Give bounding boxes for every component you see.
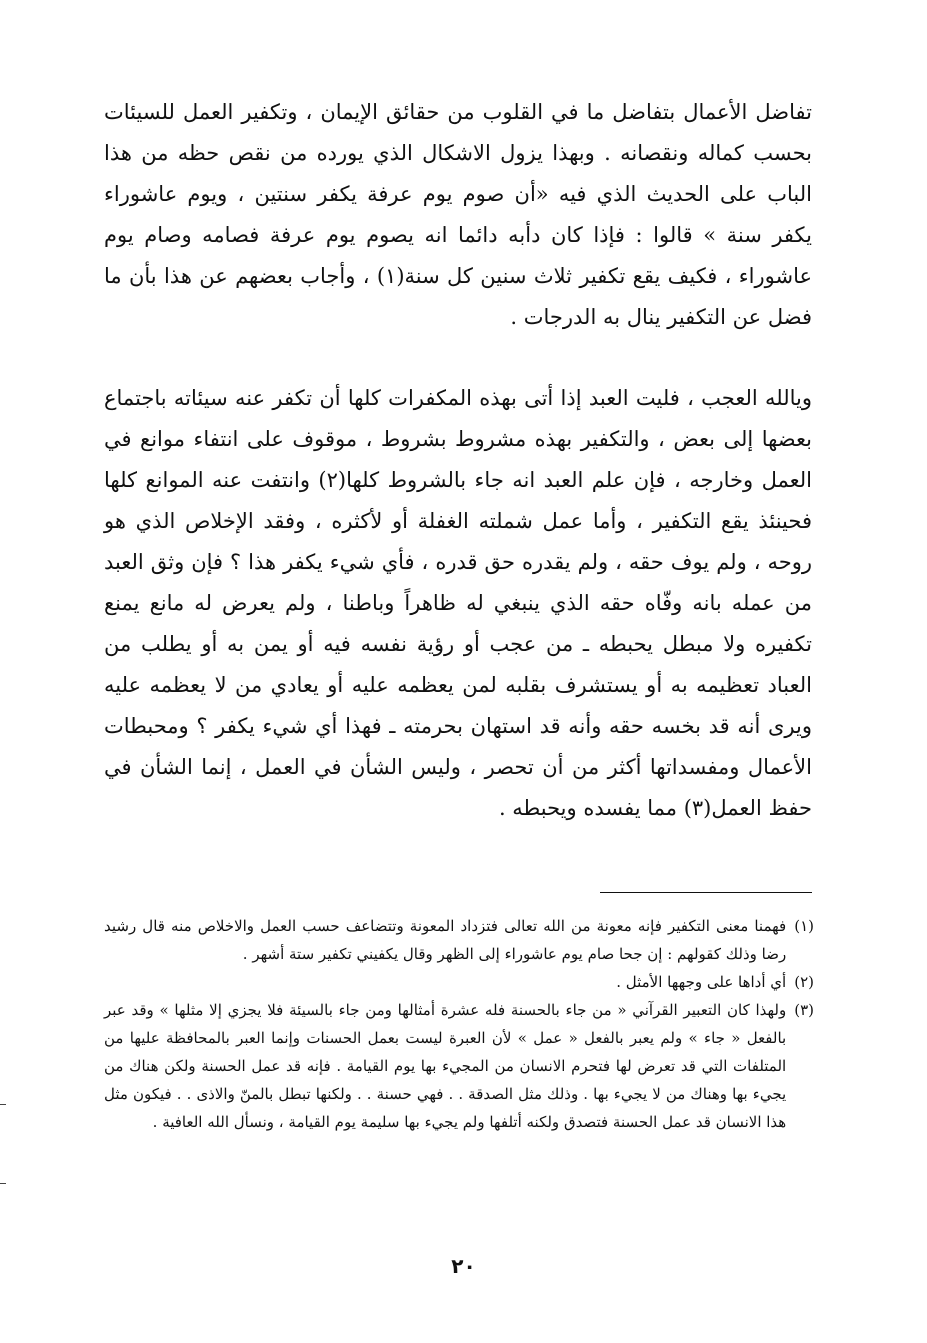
scan-edge-mark-lower xyxy=(0,1183,6,1184)
paragraph-1 xyxy=(104,92,812,338)
footnote-3 xyxy=(104,996,814,1136)
scan-edge-mark-upper xyxy=(0,1104,6,1105)
page-number: ٢٠ xyxy=(451,1254,476,1278)
paragraph-2 xyxy=(104,378,812,829)
footnote-2-number: (٢) xyxy=(794,973,814,991)
footnote-3-number: (٣) xyxy=(794,1001,814,1019)
footnote-1-text: فهمنا معنى التكفير فإنه معونة من الله تعالى فتزداد المعونة وتتضاعف حسب العمل والاخلاص منه قال رشيد رضا وذلك كقولهم : إن جحا صام يوم عاشوراء إلى الظهر وقال يكفيني تكفير ستة أشهر . xyxy=(104,917,787,963)
footnote-2 xyxy=(104,968,814,996)
paragraph-2-text: ويالله العجب ، فليت العبد إذا أتى بهذه المكفرات كلها أن تكفر عنه سيئاته باجتماع بعضها إلى بعض ، والتكفير بهذه مشروط بشروط ، موقوف على انتفاء موانع في العمل وخارجه ، فإن علم العبد انه جاء بالشروط كلها(٢) وانتفت عنه الموانع كلها فحينئذ يقع التكفير ، وأما عمل شملته الغفلة أو لأكثره ، وفقد الإخلاص الذي هو روحه ، ولم يوف حقه ، ولم يقدره حق قدره ، فأي شيء يكفر هذا ؟ فإن وثق العبد من عمله بانه وفّاه حقه الذي ينبغي له ظاهراً وباطنا ، ولم يعرض له مانع يمنع تكفيره ولا مبطل يحبطه ـ من عجب أو رؤية نفسه فيه أو يمن به أو يطلب من العباد تعظيمه به أو يستشرف بقلبه لمن يعظمه عليه أو يعادي من لا يعظمه عليه ويرى أنه قد بخسه حقه وأنه قد استهان بحرمته ـ فهذا أي شيء يكفر ؟ ومحبطات الأعمال ومفسداتها أكثر من أن تحصر ، وليس الشأن في العمل ، إنما الشأن في حفظ العمل(٣) مما يفسده ويحبطه . xyxy=(104,386,812,820)
footnotes xyxy=(104,912,814,1136)
footnote-2-text: أي أداها على وجهها الأمثل . xyxy=(616,973,787,991)
footnote-3-text: ولهذا كان التعبير القرآني « من جاء بالحسنة فله عشرة أمثالها ومن جاء بالسيئة فلا يجزي إلا مثلها » وقد عبر بالفعل « جاء » ولم يعبر بالفعل « عمل » لأن العبرة ليست بعمل الحسنات وإنما العبر بالمحافظة عليها من المتلفات التي قد تعرض لها فتحرم الانسان من المجيء بها يوم القيامة . فإنه قد عمل الحسنة ولكن هناك من يجيء بها وهناك من لا يجيء بها . وذلك مثل الصدقة . . فهي حسنة . . ولكنها تبطل بالمنّ والاذى . . فيكون مثل هذا الانسان قد عمل الحسنة فتصدق ولكنه أتلفها ولم يجيء بها سليمة يوم القيامة ، ونسأل الله العافية . xyxy=(104,1001,787,1131)
paragraph-1-text: تفاضل الأعمال بتفاضل ما في القلوب من حقائق الإيمان ، وتكفير العمل للسيئات بحسب كماله ونقصانه . وبهذا يزول الاشكال الذي يورده من نقص حظه من هذا الباب على الحديث الذي فيه «أن صوم يوم عرفة يكفر سنتين ، ويوم عاشوراء يكفر سنة » قالوا : فإذا كان دأبه دائما انه يصوم يوم عرفة فصامه وصام يوم عاشوراء ، فكيف يقع تكفير ثلاث سنين كل سنة(١) ، وأجاب بعضهم عن هذا بأن ما فضل عن التكفير ينال به الدرجات . xyxy=(104,100,812,329)
footnote-separator xyxy=(600,892,812,893)
footnote-1-number: (١) xyxy=(794,917,814,935)
footnote-1 xyxy=(104,912,814,968)
